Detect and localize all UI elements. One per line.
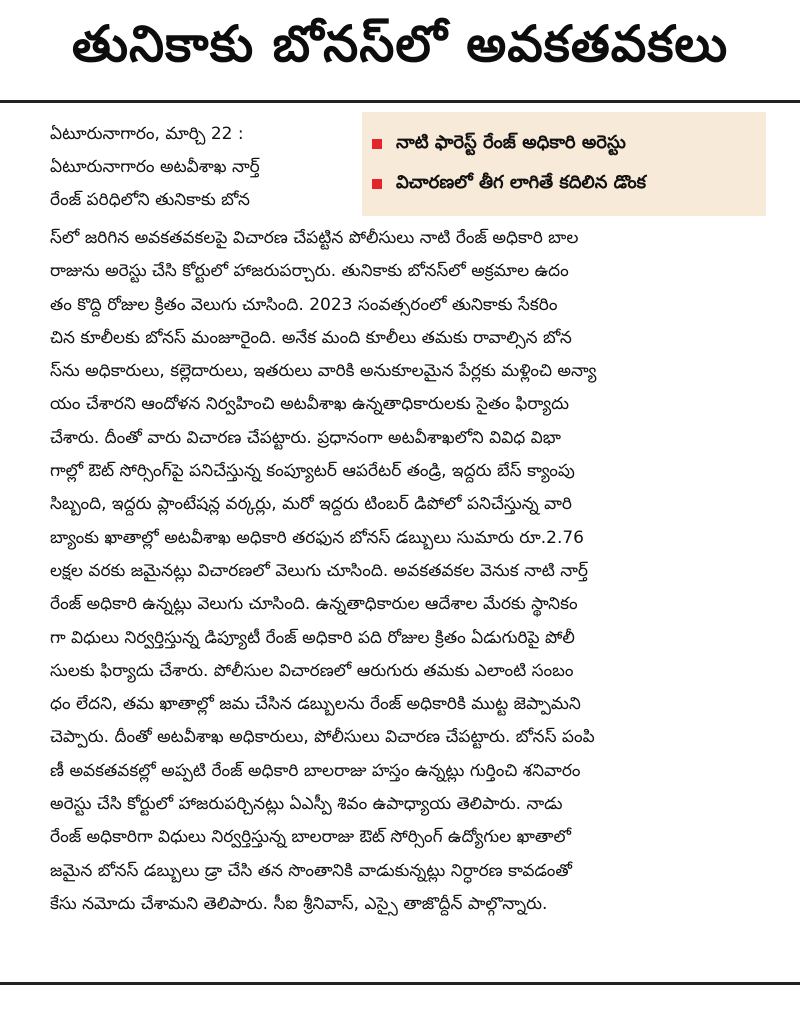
highlight-item [372,164,756,204]
body-line: బ్యాంకు ఖాతాల్లో అటవీశాఖ అధికారి తరఫున బోనస్ డబ్బులు సుమారు రూ.2.76 [50,527,584,548]
body-line: చిన కూలీలకు బోనస్ మంజూరైంది. అనేక మంది కూలీలు తమకు రావాల్సిన బోన [50,327,572,348]
body-line: సిబ్బంది, ఇద్దరు ప్లాంటేషన్ల వర్కర్లు, మరో ఇద్దరు టింబర్ డిపోలో పనిచేస్తున్న వారి [50,494,572,515]
body-line: స్‌ను అధికారులు, కల్లెదారులు, ఇతరులు వారికి అనుకూలమైన పేర్లకు మళ్లించి అన్యా [50,361,597,382]
body-line: గాల్లో ఔట్ సోర్సింగ్‌పై పనిచేస్తున్న కంప్యూటర్ ఆపరేటర్ తండ్రి, ఇద్దరు బేస్ క్యాంపు [50,461,575,482]
body-line: రేంజ్ అధికారి ఉన్నట్లు వెలుగు చూసింది. ఉన్నతాధికారుల ఆదేశాల మేరకు స్థానికం [50,594,578,615]
body-line: లక్షల వరకు జమైనట్లు విచారణలో వెలుగు చూసింది. అవకతవకల వెనుక నాటి నార్త్ [50,560,588,581]
bullet-square-icon [372,139,382,149]
body-line: అరెస్టు చేసి కోర్టులో హాజరుపర్చినట్లు ఏఎస్పీ శివం ఉపాధ్యాయ తెలిపారు. నాడు [50,794,563,815]
body-line: యం చేశారని ఆందోళన నిర్వహించి అటవీశాఖ ఉన్నతాధికారులకు సైతం ఫిర్యాదు [50,394,570,415]
bottom-rule [0,982,800,985]
highlight-box [362,112,766,216]
body-line: గా విధులు నిర్వర్తిస్తున్న డిప్యూటీ రేంజ్ అధికారి పది రోజుల క్రితం ఏడుగురిపై పోలీ [50,627,575,648]
article-body [50,222,768,921]
body-line: రేంజ్ అధికారిగా విధులు నిర్వర్తిస్తున్న బాలరాజు ఔట్ సోర్సింగ్ ఉద్యోగుల ఖాతాలో [50,827,571,848]
body-line: ధం లేదని, తమ ఖాతాల్లో జమ చేసిన డబ్బులను రేంజ్ అధికారికి ముట్ట జెప్పామని [50,694,581,715]
headline-rule [0,100,800,103]
dateline: ఏటూరునాగారం, మార్చి 22 : [50,124,244,144]
body-line: రాజును అరెస్టు చేసి కోర్టులో హాజరుపర్చారు. తునికాకు బోనస్‌లో అక్రమాల ఉదం [50,261,569,282]
lead-line: రేంజ్ పరిధిలోని తునికాకు బోన [50,190,250,210]
lead-paragraph [50,118,350,217]
body-line: స్‌లో జరిగిన అవకతవకలపై విచారణ చేపట్టిన పోలీసులు నాటి రేంజ్ అధికారి బాల [50,228,579,248]
highlight-item [372,124,756,164]
body-line: ణీ అవకతవకల్లో అప్పటి రేంజ్ అధికారి బాలరాజు హస్తం ఉన్నట్లు గుర్తించి శనివారం [50,760,581,781]
body-line: చెప్పారు. దీంతో అటవీశాఖ అధికారులు, పోలీసులు విచారణ చేపట్టారు. బోనస్ పంపి [50,727,595,748]
body-line: తం కొద్ది రోజుల క్రితం వెలుగు చూసింది. 2023 సంవత్సరంలో తునికాకు సేకరిం [50,294,558,315]
body-line: సులకు ఫిర్యాదు చేశారు. పోలీసుల విచారణలో ఆరుగురు తమకు ఎలాంటి సంబం [50,660,574,681]
body-line: జమైన బోనస్ డబ్బులు డ్రా చేసి తన సొంతానికి వాడుకున్నట్లు నిర్ధారణ కావడంతో [50,860,572,881]
highlight-text: నాటి ఫారెస్ట్ రేంజ్ అధికారి అరెస్టు [396,131,626,153]
highlight-text: విచారణలో తీగ లాగితే కదిలిన డొంక [396,171,647,193]
lead-line: ఏటూరునాగారం అటవీశాఖ నార్త్ [50,157,260,177]
headline: తునికాకు బోనస్‌లో అవకతవకలు [71,14,729,73]
body-line: కేసు నమోదు చేశామని తెలిపారు. సీఐ శ్రీనివాస్, ఎస్సై తాజొద్దీన్ పాల్గొన్నారు. [50,893,548,914]
bullet-square-icon [372,179,382,189]
body-line: చేశారు. దీంతో వారు విచారణ చేపట్టారు. ప్రధానంగా అటవీశాఖలోని వివిధ విభా [50,427,561,448]
